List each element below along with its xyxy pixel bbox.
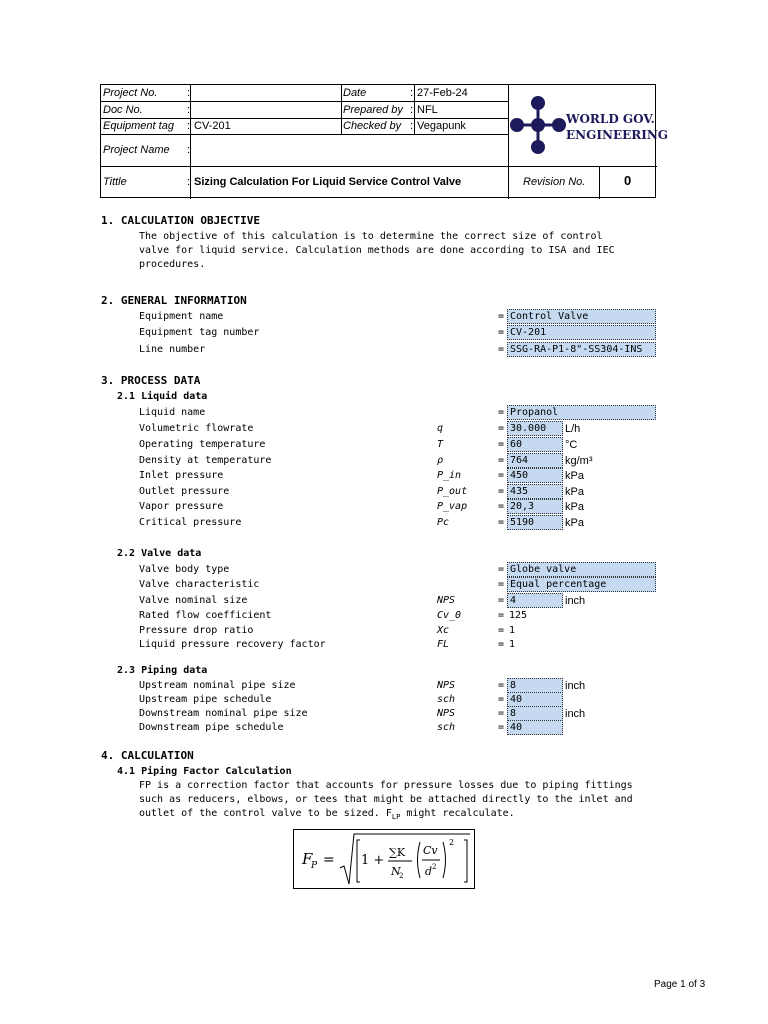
formula-lhs-sub: P: [311, 861, 318, 871]
paragraph-line: FP is a correction factor that accounts for pressure losses due to piping fittings: [139, 780, 633, 791]
title-label: Tittle: [103, 176, 127, 188]
colon: :: [187, 176, 191, 188]
doc-no-label: Doc No.: [103, 104, 143, 116]
revision-label: Revision No.: [523, 176, 586, 188]
title-value: Sizing Calculation For Liquid Service Control Valve: [194, 176, 462, 188]
paragraph-line: [139, 807, 515, 824]
row-label: Valve nominal size: [139, 595, 248, 606]
row-symbol: FL: [437, 639, 450, 650]
colon: :: [187, 87, 191, 99]
objective-line: procedures.: [139, 259, 206, 270]
row-label: Vapor pressure: [139, 501, 224, 512]
colon: :: [187, 104, 191, 116]
table-rule: [190, 85, 191, 199]
objective-line: valve for liquid service. Calculation methods are done according to ISA and IEC: [139, 245, 615, 256]
formula-den-sub: 2: [399, 872, 404, 880]
formula-numerator: ∑K: [389, 846, 406, 859]
row-unit: kPa: [565, 486, 584, 498]
logo-line-1: WORLD GOV.: [566, 112, 655, 126]
equals-sign: =: [498, 439, 505, 450]
row-symbol: Xc: [437, 625, 450, 636]
row-symbol: P_in: [437, 470, 462, 481]
section-2-heading: 2. GENERAL INFORMATION: [101, 294, 247, 307]
row-label: Outlet pressure: [139, 486, 230, 497]
equals-sign: =: [498, 722, 505, 733]
page-number: Page 1 of 3: [654, 979, 706, 990]
prepared-by-label: Prepared by: [343, 104, 403, 116]
row-label: Density at temperature: [139, 455, 272, 466]
table-rule: [101, 101, 508, 102]
table-rule: [101, 134, 508, 135]
equals-sign: =: [498, 680, 505, 691]
row-symbol: Cv_0: [437, 610, 462, 621]
section-3-heading: 3. PROCESS DATA: [101, 374, 201, 387]
row-unit: kPa: [565, 501, 584, 513]
prepared-by-value: NFL: [417, 104, 438, 116]
row-unit: inch: [565, 708, 586, 720]
row-unit: kPa: [565, 470, 584, 482]
logo-line-2: ENGINEERING: [566, 128, 669, 142]
outlet-pressure-field[interactable]: 435: [507, 484, 563, 499]
valve-data-heading: 2.2 Valve data: [117, 548, 202, 559]
row-label: Volumetric flowrate: [139, 423, 254, 434]
line-number-field[interactable]: SSG-RA-P1-8"-SS304-INS: [507, 342, 656, 357]
row-label: Upstream pipe schedule: [139, 694, 272, 705]
row-label: Equipment tag number: [139, 327, 260, 338]
downstream-schedule-field[interactable]: 40: [507, 720, 563, 735]
row-label: Equipment name: [139, 311, 224, 322]
colon: :: [410, 104, 414, 116]
formula-one: 1 +: [361, 853, 385, 868]
row-label: Upstream nominal pipe size: [139, 680, 296, 691]
equals-sign: =: [498, 423, 505, 434]
row-label: Liquid pressure recovery factor: [139, 639, 326, 650]
checked-by-label: Checked by: [343, 120, 402, 132]
date-value: 27-Feb-24: [417, 87, 468, 99]
formula-cv: Cv: [423, 844, 438, 857]
row-label: Valve characteristic: [139, 579, 260, 590]
row-label: Valve body type: [139, 564, 230, 575]
inlet-pressure-field[interactable]: 450: [507, 468, 563, 483]
revision-value: 0: [624, 173, 632, 188]
row-unit: inch: [565, 595, 586, 607]
project-name-label: Project Name: [103, 144, 170, 156]
row-label: Downstream pipe schedule: [139, 722, 284, 733]
equals-sign: =: [498, 407, 505, 418]
row-label: Critical pressure: [139, 517, 242, 528]
piping-factor-heading: 4.1 Piping Factor Calculation: [117, 766, 292, 777]
formula-denominator: N: [391, 865, 401, 878]
equals-sign: =: [498, 311, 505, 322]
row-symbol: ρ: [437, 455, 444, 466]
paragraph-text: might recalculate.: [400, 808, 515, 819]
equals-sign: =: [498, 455, 505, 466]
equals-sign: =: [498, 501, 505, 512]
colon: :: [187, 144, 191, 156]
header-table: [100, 84, 669, 198]
critical-pressure-field[interactable]: 5190: [507, 515, 563, 530]
section-1-heading: 1. CALCULATION OBJECTIVE: [101, 214, 260, 227]
row-label: Rated flow coefficient: [139, 610, 272, 621]
upstream-pipe-size-field[interactable]: 8: [507, 678, 563, 693]
formula-lhs: F: [302, 850, 313, 868]
equals-sign: =: [498, 694, 505, 705]
equipment-tag-field[interactable]: CV-201: [507, 325, 656, 340]
upstream-schedule-field[interactable]: 40: [507, 692, 563, 707]
valve-body-type-field[interactable]: Globe valve: [507, 562, 656, 577]
equipment-name-field[interactable]: Control Valve: [507, 309, 656, 324]
subscript-text: LP: [391, 813, 401, 821]
piping-data-heading: 2.3 Piping data: [117, 665, 208, 676]
colon: :: [410, 87, 414, 99]
equals-sign: =: [498, 486, 505, 497]
row-symbol: Pc: [437, 517, 450, 528]
equals-sign: =: [498, 610, 505, 621]
row-unit: inch: [565, 680, 586, 692]
temperature-field[interactable]: 60: [507, 437, 563, 452]
equals-sign: =: [498, 579, 505, 590]
row-label: Inlet pressure: [139, 470, 224, 481]
row-symbol: P_vap: [437, 501, 468, 512]
row-label: Pressure drop ratio: [139, 625, 254, 636]
row-unit: °C: [565, 439, 578, 451]
formula-d-sup: 2: [432, 863, 437, 871]
equals-sign: =: [498, 625, 505, 636]
project-no-label: Project No.: [103, 87, 158, 99]
equals-sign: =: [498, 564, 505, 575]
section-4-heading: 4. CALCULATION: [101, 749, 194, 762]
equals-sign: =: [498, 595, 505, 606]
liquid-name-field[interactable]: Propanol: [507, 405, 656, 420]
equals-sign: =: [498, 470, 505, 481]
equals-sign: =: [498, 344, 505, 355]
valve-characteristic-field[interactable]: Equal percentage: [507, 577, 656, 592]
formula-eq: =: [323, 852, 335, 868]
vapor-pressure-field[interactable]: 20,3: [507, 499, 563, 514]
piping-factor-formula: [293, 829, 475, 889]
row-unit: kPa: [565, 517, 584, 529]
density-field[interactable]: 764: [507, 453, 563, 468]
table-rule: [414, 85, 415, 135]
row-symbol: q: [437, 423, 444, 434]
formula-outer-sup: 2: [449, 838, 455, 847]
downstream-pipe-size-field[interactable]: 8: [507, 706, 563, 721]
objective-line: The objective of this calculation is to determine the correct size of control: [139, 231, 603, 242]
table-rule: [599, 167, 600, 199]
company-logo-icon: [509, 95, 569, 157]
flowrate-field[interactable]: 30.000: [507, 421, 563, 436]
colon: :: [187, 120, 191, 132]
formula-d: d: [425, 865, 433, 878]
equals-sign: =: [498, 327, 505, 338]
row-symbol: NPS: [437, 680, 456, 691]
colon: :: [410, 120, 414, 132]
row-symbol: NPS: [437, 708, 456, 719]
equipment-tag-value: CV-201: [194, 120, 231, 132]
date-label: Date: [343, 87, 367, 99]
row-label: Line number: [139, 344, 206, 355]
checked-by-value: Vegapunk: [417, 120, 466, 132]
row-symbol: sch: [437, 722, 456, 733]
equipment-tag-label: Equipment tag: [103, 120, 174, 132]
liquid-data-heading: 2.1 Liquid data: [117, 391, 208, 402]
row-unit: kg/m³: [565, 455, 593, 467]
row-symbol: NPS: [437, 595, 456, 606]
row-label: Operating temperature: [139, 439, 266, 450]
equals-sign: =: [498, 639, 505, 650]
valve-nominal-size-field[interactable]: 4: [507, 593, 563, 608]
equals-sign: =: [498, 517, 505, 528]
row-unit: L/h: [565, 423, 581, 435]
paragraph-line: such as reducers, elbows, or tees that might be attached directly to the inlet and: [139, 794, 633, 805]
row-symbol: sch: [437, 694, 456, 705]
pressure-drop-ratio-value: 1: [509, 625, 516, 636]
row-symbol: P_out: [437, 486, 468, 497]
formula-graphic: [294, 830, 474, 888]
paragraph-text: outlet of the control valve to be sized. F: [139, 808, 392, 819]
table-rule: [341, 85, 342, 135]
row-label: Downstream nominal pipe size: [139, 708, 308, 719]
row-label: Liquid name: [139, 407, 206, 418]
table-rule: [101, 166, 657, 167]
row-symbol: T: [437, 439, 444, 450]
recovery-factor-value: 1: [509, 639, 516, 650]
equals-sign: =: [498, 708, 505, 719]
rated-flow-coefficient-value: 125: [509, 610, 528, 621]
